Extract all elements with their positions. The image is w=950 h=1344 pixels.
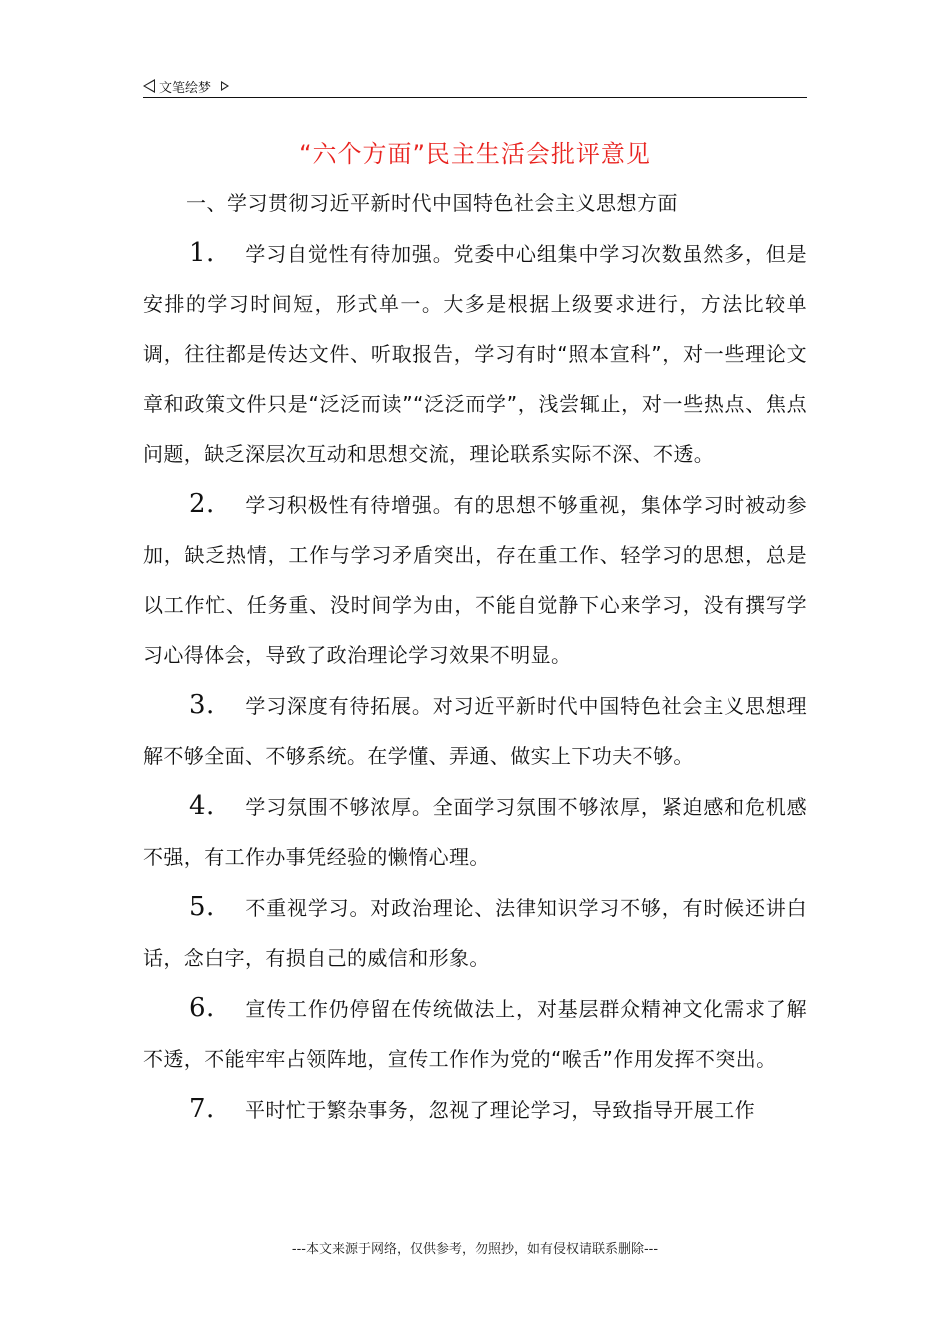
item-text: 学习自觉性有待加强。党委中心组集中学习次数虽然多，但是安排的学习时间短，形式单一。大多是根据上级要求进行，方法比较单调，往往都是传达文件、听取报告，学习有时“照本宣科”，对一些理论文章和政策文件只是“泛泛而读”“泛泛而学”，浅尝辄止，对一些热点、焦点问题，缺乏深层次互动和思想交流，理论联系实际不深、不透。	[143, 242, 807, 466]
page-footer: ---本文来源于网络，仅供参考，勿照抄，如有侵权请联系删除---	[291, 1242, 659, 1257]
list-item	[143, 228, 807, 479]
item-number: 5.	[189, 892, 215, 922]
item-number: 6.	[189, 993, 215, 1023]
item-text: 不重视学习。对政治理论、法律知识学习不够，有时候还讲白话，念白字，有损自己的威信和形象。	[143, 896, 807, 970]
item-number: 7.	[189, 1094, 215, 1124]
list-item	[143, 781, 807, 882]
header-text: 文笔绘梦	[159, 80, 212, 96]
item-number: 2.	[189, 489, 215, 519]
list-item	[143, 680, 807, 781]
item-text: 平时忙于繁杂事务，忽视了理论学习，导致指导开展工作	[245, 1098, 755, 1122]
page-header	[143, 74, 807, 98]
item-number: 3.	[189, 690, 215, 720]
item-number: 4.	[189, 791, 215, 821]
list-item	[143, 882, 807, 983]
item-text: 学习积极性有待增强。有的思想不够重视，集体学习时被动参加，缺乏热情，工作与学习矛盾突出，存在重工作、轻学习的思想，总是以工作忙、任务重、没时间学为由，不能自觉静下心来学习，没有撰写学习心得体会，导致了政治理论学习效果不明显。	[143, 493, 807, 667]
list-item	[143, 1084, 807, 1135]
item-number: 1.	[189, 238, 215, 268]
list-item	[143, 983, 807, 1084]
document-title: “六个方面”民主生活会批评意见	[299, 140, 651, 168]
triangle-right-icon	[221, 81, 229, 91]
item-text: 宣传工作仍停留在传统做法上，对基层群众精神文化需求了解不透，不能牢牢占领阵地，宣传工作作为党的“喉舌”作用发挥不突出。	[143, 997, 807, 1071]
section-heading: 一、学习贯彻习近平新时代中国特色社会主义思想方面	[186, 191, 678, 215]
item-text: 学习氛围不够浓厚。全面学习氛围不够浓厚，紧迫感和危机感不强，有工作办事凭经验的懒惰心理。	[143, 795, 807, 869]
list-item	[143, 479, 807, 680]
triangle-left-icon	[143, 79, 155, 93]
header-divider	[143, 97, 807, 98]
item-text: 学习深度有待拓展。对习近平新时代中国特色社会主义思想理解不够全面、不够系统。在学懂、弄通、做实上下功夫不够。	[143, 694, 807, 768]
document-body	[143, 228, 807, 1135]
